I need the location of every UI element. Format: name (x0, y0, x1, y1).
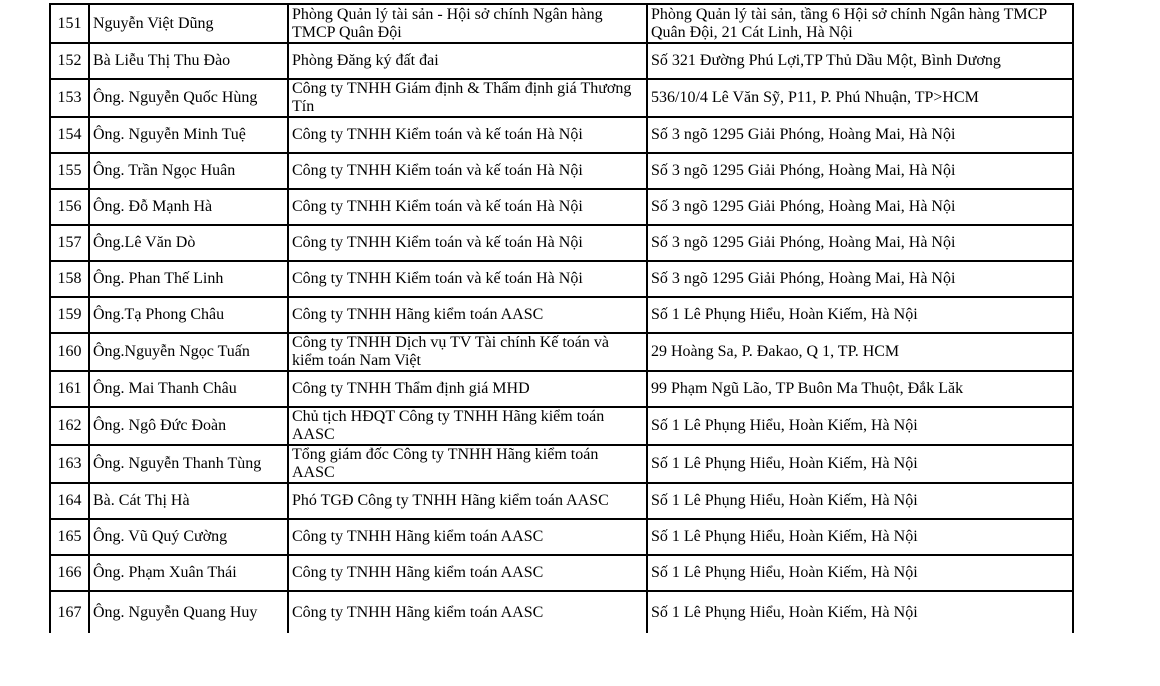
table-row (50, 591, 1073, 633)
person-name: Ông. Ngô Đức Đoàn (89, 407, 288, 445)
row-number: 152 (50, 43, 89, 79)
person-name: Bà. Cát Thị Hà (89, 483, 288, 519)
row-number: 163 (50, 445, 89, 483)
person-name: Ông. Nguyễn Minh Tuệ (89, 117, 288, 153)
row-number: 151 (50, 4, 89, 43)
table-row (50, 407, 1073, 445)
table-row (50, 445, 1073, 483)
person-name: Nguyễn Việt Dũng (89, 4, 288, 43)
person-name: Ông.Nguyễn Ngọc Tuấn (89, 333, 288, 371)
address: Số 3 ngõ 1295 Giải Phóng, Hoàng Mai, Hà Nội (647, 225, 1073, 261)
table-row (50, 153, 1073, 189)
organization: Tổng giám đốc Công ty TNHH Hãng kiểm toán AASC (288, 445, 647, 483)
organization: Công ty TNHH Giám định & Thẩm định giá Thương Tín (288, 79, 647, 117)
address: Số 1 Lê Phụng Hiểu, Hoàn Kiếm, Hà Nội (647, 519, 1073, 555)
table-row (50, 4, 1073, 43)
organization: Phòng Quản lý tài sản - Hội sở chính Ngân hàng TMCP Quân Đội (288, 4, 647, 43)
row-number: 153 (50, 79, 89, 117)
organization: Công ty TNHH Hãng kiểm toán AASC (288, 591, 647, 633)
table-row (50, 483, 1073, 519)
person-name: Ông. Mai Thanh Châu (89, 371, 288, 407)
address: Số 3 ngõ 1295 Giải Phóng, Hoàng Mai, Hà Nội (647, 261, 1073, 297)
row-number: 165 (50, 519, 89, 555)
row-number: 159 (50, 297, 89, 333)
table-row (50, 79, 1073, 117)
row-number: 162 (50, 407, 89, 445)
address: Số 1 Lê Phụng Hiểu, Hoàn Kiếm, Hà Nội (647, 407, 1073, 445)
person-name: Ông. Nguyễn Thanh Tùng (89, 445, 288, 483)
row-number: 160 (50, 333, 89, 371)
table-row (50, 555, 1073, 591)
person-name: Ông. Phan Thế Linh (89, 261, 288, 297)
organization: Công ty TNHH Hãng kiểm toán AASC (288, 555, 647, 591)
person-name: Ông. Phạm Xuân Thái (89, 555, 288, 591)
row-number: 156 (50, 189, 89, 225)
organization: Công ty TNHH Kiểm toán và kế toán Hà Nội (288, 189, 647, 225)
table-row (50, 225, 1073, 261)
table-body (50, 4, 1073, 633)
organization: Công ty TNHH Hãng kiểm toán AASC (288, 297, 647, 333)
organization: Phó TGĐ Công ty TNHH Hãng kiểm toán AASC (288, 483, 647, 519)
contact-table (49, 3, 1074, 633)
table-row (50, 333, 1073, 371)
organization: Công ty TNHH Kiểm toán và kế toán Hà Nội (288, 225, 647, 261)
address: Phòng Quản lý tài sản, tầng 6 Hội sở chính Ngân hàng TMCP Quân Đội, 21 Cát Linh, Hà Nội (647, 4, 1073, 43)
person-name: Ông. Nguyễn Quang Huy (89, 591, 288, 633)
organization: Công ty TNHH Dịch vụ TV Tài chính Kế toán và kiểm toán Nam Việt (288, 333, 647, 371)
address: Số 3 ngõ 1295 Giải Phóng, Hoàng Mai, Hà Nội (647, 189, 1073, 225)
row-number: 164 (50, 483, 89, 519)
address: Số 3 ngõ 1295 Giải Phóng, Hoàng Mai, Hà Nội (647, 117, 1073, 153)
person-name: Ông. Vũ Quý Cường (89, 519, 288, 555)
address: Số 1 Lê Phụng Hiểu, Hoàn Kiếm, Hà Nội (647, 445, 1073, 483)
address: 29 Hoàng Sa, P. Đakao, Q 1, TP. HCM (647, 333, 1073, 371)
table-row (50, 519, 1073, 555)
person-name: Ông. Đỗ Mạnh Hà (89, 189, 288, 225)
row-number: 154 (50, 117, 89, 153)
address: Số 3 ngõ 1295 Giải Phóng, Hoàng Mai, Hà Nội (647, 153, 1073, 189)
organization: Công ty TNHH Kiểm toán và kế toán Hà Nội (288, 117, 647, 153)
table-row (50, 117, 1073, 153)
person-name: Ông. Nguyễn Quốc Hùng (89, 79, 288, 117)
person-name: Ông.Lê Văn Dò (89, 225, 288, 261)
row-number: 166 (50, 555, 89, 591)
organization: Công ty TNHH Kiểm toán và kế toán Hà Nội (288, 153, 647, 189)
address: Số 1 Lê Phụng Hiểu, Hoàn Kiếm, Hà Nội (647, 591, 1073, 633)
row-number: 155 (50, 153, 89, 189)
table-row (50, 261, 1073, 297)
row-number: 158 (50, 261, 89, 297)
row-number: 167 (50, 591, 89, 633)
address: Số 1 Lê Phụng Hiểu, Hoàn Kiếm, Hà Nội (647, 555, 1073, 591)
person-name: Ông. Trần Ngọc Huân (89, 153, 288, 189)
person-name: Ông.Tạ Phong Châu (89, 297, 288, 333)
table-row (50, 189, 1073, 225)
table-row (50, 297, 1073, 333)
address: 536/10/4 Lê Văn Sỹ, P11, P. Phú Nhuận, TP>HCM (647, 79, 1073, 117)
person-name: Bà Liễu Thị Thu Đào (89, 43, 288, 79)
organization: Công ty TNHH Hãng kiểm toán AASC (288, 519, 647, 555)
address: Số 1 Lê Phụng Hiểu, Hoàn Kiếm, Hà Nội (647, 297, 1073, 333)
organization: Công ty TNHH Thẩm định giá MHD (288, 371, 647, 407)
row-number: 161 (50, 371, 89, 407)
organization: Phòng Đăng ký đất đai (288, 43, 647, 79)
table-row (50, 43, 1073, 79)
organization: Chủ tịch HĐQT Công ty TNHH Hãng kiểm toán AASC (288, 407, 647, 445)
address: Số 1 Lê Phụng Hiểu, Hoàn Kiếm, Hà Nội (647, 483, 1073, 519)
table-row (50, 371, 1073, 407)
address: Số 321 Đường Phú Lợi,TP Thủ Dầu Một, Bình Dương (647, 43, 1073, 79)
address: 99 Phạm Ngũ Lão, TP Buôn Ma Thuột, Đắk Lăk (647, 371, 1073, 407)
organization: Công ty TNHH Kiểm toán và kế toán Hà Nội (288, 261, 647, 297)
row-number: 157 (50, 225, 89, 261)
